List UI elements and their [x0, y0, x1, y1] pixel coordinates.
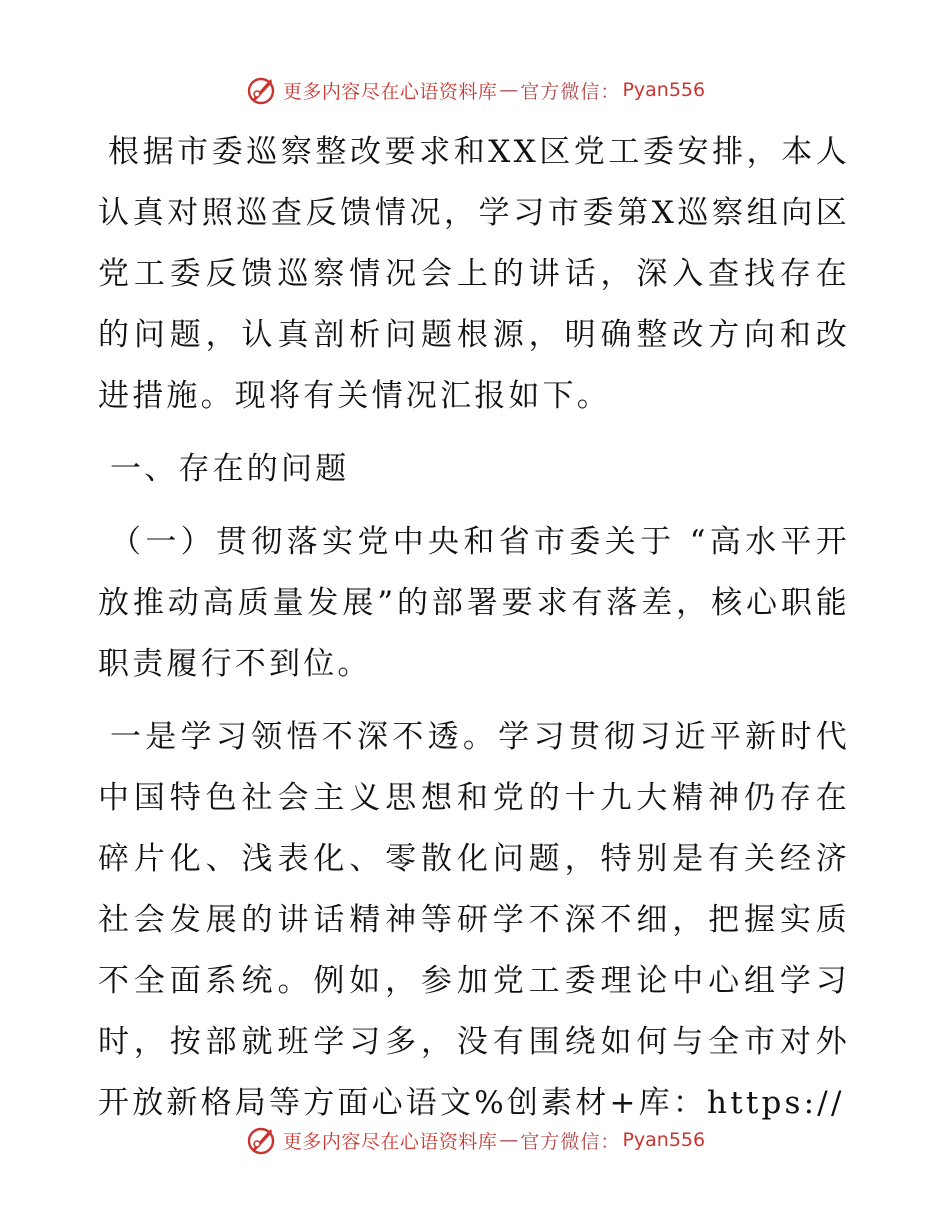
watermark-footer	[0, 1120, 950, 1160]
watermark-label: 官方微信：	[520, 1130, 621, 1153]
point-one-paragraph: 一是学习领悟不深不透。学习贯彻习近平新时代中国特色社会主义思想和党的十九大精神仍存在碎片化、浅表化、零散化问题，特别是有关经济社会发展的讲话精神等研学不深不细，把握实质不全面系统。例如，参加党工委理论中心组学习时，按部就班学习多，没有围绕如何与全市对外开放新格局等方面心语文%创素材+库：https://	[98, 719, 850, 1121]
watermark-dash: —	[499, 79, 519, 101]
watermark-main-text: 更多内容尽在心语资料库	[282, 1130, 498, 1153]
watermark-header	[0, 70, 950, 110]
watermark-main-text: 更多内容尽在心语资料库	[282, 80, 498, 103]
pen-logo-icon	[245, 1124, 277, 1156]
watermark-id: Pyan556	[622, 79, 706, 101]
document-body	[98, 122, 850, 1134]
section-heading: 一、存在的问题	[110, 451, 350, 487]
watermark-id: Pyan556	[622, 1129, 706, 1151]
watermark-dash: —	[499, 1129, 519, 1151]
watermark-label: 官方微信：	[520, 80, 621, 103]
pen-logo-icon	[245, 74, 277, 106]
intro-paragraph: 根据市委巡察整改要求和XX区党工委安排，本人认真对照巡查反馈情况，学习市委第X巡察组向区党工委反馈巡察情况会上的讲话，深入查找存在的问题，认真剖析问题根源，明确整改方向和改进措施。现将有关情况汇报如下。	[98, 134, 850, 414]
subsection-paragraph: （一）贯彻落实党中央和省市委关于 “高水平开放推动高质量发展”的部署要求有落差，核心职能职责履行不到位。	[98, 524, 850, 682]
